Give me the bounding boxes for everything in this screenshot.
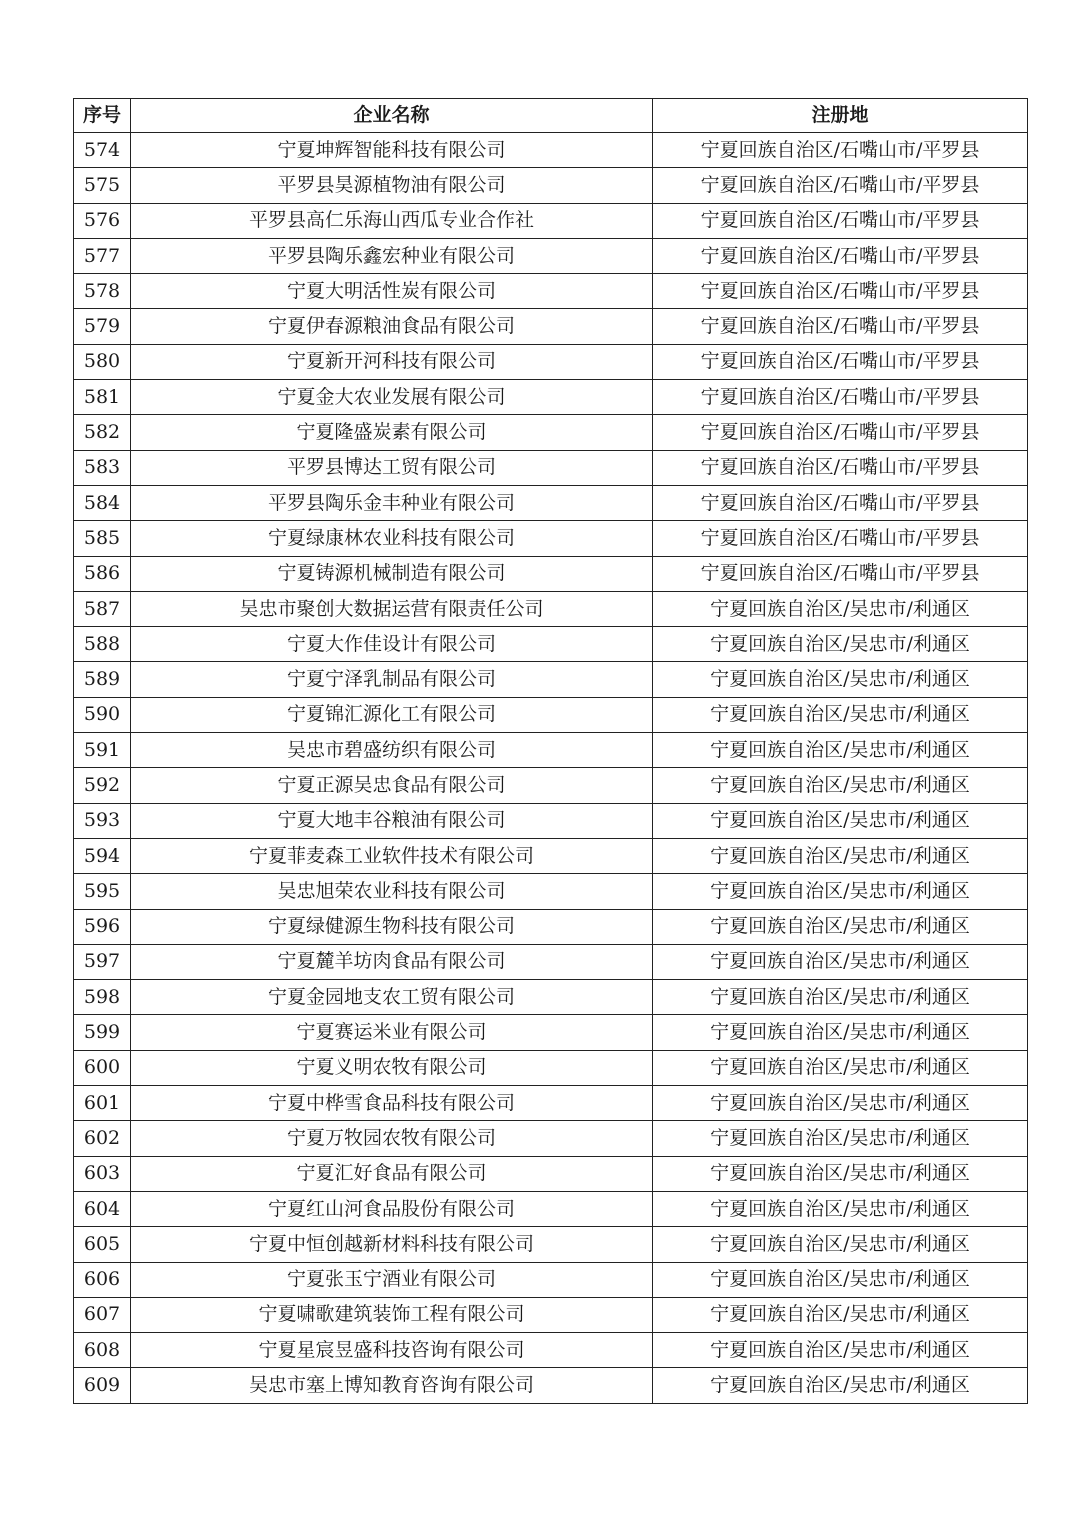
serial-number-cell: 585 <box>74 521 131 556</box>
company-name-cell: 吴忠旭荣农业科技有限公司 <box>131 874 653 909</box>
registration-place-cell: 宁夏回族自治区/石嘴山市/平罗县 <box>653 415 1028 450</box>
company-name-cell: 宁夏正源吴忠食品有限公司 <box>131 768 653 803</box>
registration-place-cell: 宁夏回族自治区/吴忠市/利通区 <box>653 1015 1028 1050</box>
company-name-cell: 宁夏隆盛炭素有限公司 <box>131 415 653 450</box>
company-name-cell: 宁夏宁泽乳制品有限公司 <box>131 662 653 697</box>
company-name-cell: 宁夏大作佳设计有限公司 <box>131 627 653 662</box>
registration-place-cell: 宁夏回族自治区/石嘴山市/平罗县 <box>653 556 1028 591</box>
registration-place-cell: 宁夏回族自治区/吴忠市/利通区 <box>653 1368 1028 1403</box>
header-company-name: 企业名称 <box>131 99 653 133</box>
header-row <box>74 99 1028 133</box>
table-row <box>74 1333 1028 1368</box>
serial-number-cell: 583 <box>74 450 131 485</box>
registration-place-cell: 宁夏回族自治区/石嘴山市/平罗县 <box>653 133 1028 168</box>
company-name-cell: 平罗县博达工贸有限公司 <box>131 450 653 485</box>
serial-number-cell: 605 <box>74 1227 131 1262</box>
company-name-cell: 宁夏绿健源生物科技有限公司 <box>131 909 653 944</box>
serial-number-cell: 581 <box>74 380 131 415</box>
serial-number-cell: 593 <box>74 803 131 838</box>
company-name-cell: 宁夏中恒创越新材料科技有限公司 <box>131 1227 653 1262</box>
serial-number-cell: 602 <box>74 1121 131 1156</box>
header-serial-number: 序号 <box>74 99 131 133</box>
company-name-cell: 宁夏锦汇源化工有限公司 <box>131 697 653 732</box>
registration-place-cell: 宁夏回族自治区/石嘴山市/平罗县 <box>653 168 1028 203</box>
company-name-cell: 宁夏坤辉智能科技有限公司 <box>131 133 653 168</box>
serial-number-cell: 597 <box>74 944 131 979</box>
company-name-cell: 宁夏红山河食品股份有限公司 <box>131 1191 653 1226</box>
registration-place-cell: 宁夏回族自治区/吴忠市/利通区 <box>653 1156 1028 1191</box>
serial-number-cell: 608 <box>74 1333 131 1368</box>
registration-place-cell: 宁夏回族自治区/石嘴山市/平罗县 <box>653 274 1028 309</box>
table-row <box>74 415 1028 450</box>
company-name-cell: 宁夏汇好食品有限公司 <box>131 1156 653 1191</box>
serial-number-cell: 604 <box>74 1191 131 1226</box>
serial-number-cell: 579 <box>74 309 131 344</box>
table-row <box>74 168 1028 203</box>
registration-place-cell: 宁夏回族自治区/吴忠市/利通区 <box>653 1050 1028 1085</box>
registration-place-cell: 宁夏回族自治区/吴忠市/利通区 <box>653 803 1028 838</box>
serial-number-cell: 582 <box>74 415 131 450</box>
serial-number-cell: 599 <box>74 1015 131 1050</box>
table-row <box>74 1156 1028 1191</box>
serial-number-cell: 591 <box>74 733 131 768</box>
table-row <box>74 1121 1028 1156</box>
registration-place-cell: 宁夏回族自治区/吴忠市/利通区 <box>653 733 1028 768</box>
table-row <box>74 1368 1028 1403</box>
company-name-cell: 宁夏金园地支农工贸有限公司 <box>131 980 653 1015</box>
company-name-cell: 平罗县昊源植物油有限公司 <box>131 168 653 203</box>
registration-place-cell: 宁夏回族自治区/吴忠市/利通区 <box>653 1191 1028 1226</box>
table-row <box>74 485 1028 520</box>
registration-place-cell: 宁夏回族自治区/吴忠市/利通区 <box>653 1086 1028 1121</box>
table-row <box>74 556 1028 591</box>
table-row <box>74 627 1028 662</box>
table-row <box>74 697 1028 732</box>
serial-number-cell: 588 <box>74 627 131 662</box>
table-row <box>74 1297 1028 1332</box>
company-name-cell: 宁夏义明农牧有限公司 <box>131 1050 653 1085</box>
registration-place-cell: 宁夏回族自治区/石嘴山市/平罗县 <box>653 485 1028 520</box>
serial-number-cell: 578 <box>74 274 131 309</box>
registration-place-cell: 宁夏回族自治区/石嘴山市/平罗县 <box>653 521 1028 556</box>
serial-number-cell: 596 <box>74 909 131 944</box>
table-row <box>74 1227 1028 1262</box>
serial-number-cell: 589 <box>74 662 131 697</box>
table-row <box>74 980 1028 1015</box>
table-row <box>74 944 1028 979</box>
registration-place-cell: 宁夏回族自治区/吴忠市/利通区 <box>653 591 1028 626</box>
company-name-cell: 宁夏星宸昱盛科技咨询有限公司 <box>131 1333 653 1368</box>
enterprise-table <box>73 98 1028 1404</box>
registration-place-cell: 宁夏回族自治区/吴忠市/利通区 <box>653 909 1028 944</box>
serial-number-cell: 576 <box>74 203 131 238</box>
table-row <box>74 1050 1028 1085</box>
table-row <box>74 274 1028 309</box>
serial-number-cell: 590 <box>74 697 131 732</box>
serial-number-cell: 575 <box>74 168 131 203</box>
company-name-cell: 宁夏赛运米业有限公司 <box>131 1015 653 1050</box>
table-row <box>74 733 1028 768</box>
registration-place-cell: 宁夏回族自治区/吴忠市/利通区 <box>653 944 1028 979</box>
registration-place-cell: 宁夏回族自治区/吴忠市/利通区 <box>653 874 1028 909</box>
table-row <box>74 450 1028 485</box>
table-row <box>74 238 1028 273</box>
table-row <box>74 909 1028 944</box>
registration-place-cell: 宁夏回族自治区/吴忠市/利通区 <box>653 838 1028 873</box>
company-name-cell: 宁夏金大农业发展有限公司 <box>131 380 653 415</box>
table-header <box>74 99 1028 133</box>
company-name-cell: 平罗县陶乐鑫宏种业有限公司 <box>131 238 653 273</box>
table-row <box>74 344 1028 379</box>
serial-number-cell: 601 <box>74 1086 131 1121</box>
serial-number-cell: 603 <box>74 1156 131 1191</box>
registration-place-cell: 宁夏回族自治区/石嘴山市/平罗县 <box>653 344 1028 379</box>
table-row <box>74 1262 1028 1297</box>
registration-place-cell: 宁夏回族自治区/吴忠市/利通区 <box>653 1297 1028 1332</box>
registration-place-cell: 宁夏回族自治区/吴忠市/利通区 <box>653 1262 1028 1297</box>
table-body <box>74 133 1028 1404</box>
serial-number-cell: 580 <box>74 344 131 379</box>
registration-place-cell: 宁夏回族自治区/石嘴山市/平罗县 <box>653 450 1028 485</box>
company-name-cell: 宁夏绿康林农业科技有限公司 <box>131 521 653 556</box>
registration-place-cell: 宁夏回族自治区/石嘴山市/平罗县 <box>653 309 1028 344</box>
registration-place-cell: 宁夏回族自治区/石嘴山市/平罗县 <box>653 203 1028 238</box>
company-name-cell: 宁夏伊春源粮油食品有限公司 <box>131 309 653 344</box>
company-name-cell: 宁夏菲麦森工业软件技术有限公司 <box>131 838 653 873</box>
company-name-cell: 宁夏新开河科技有限公司 <box>131 344 653 379</box>
registration-place-cell: 宁夏回族自治区/吴忠市/利通区 <box>653 1333 1028 1368</box>
company-name-cell: 宁夏大明活性炭有限公司 <box>131 274 653 309</box>
serial-number-cell: 594 <box>74 838 131 873</box>
table-row <box>74 838 1028 873</box>
serial-number-cell: 577 <box>74 238 131 273</box>
table-row <box>74 133 1028 168</box>
registration-place-cell: 宁夏回族自治区/吴忠市/利通区 <box>653 980 1028 1015</box>
table-row <box>74 874 1028 909</box>
serial-number-cell: 574 <box>74 133 131 168</box>
table-row <box>74 662 1028 697</box>
company-name-cell: 宁夏大地丰谷粮油有限公司 <box>131 803 653 838</box>
company-name-cell: 宁夏麓羊坊肉食品有限公司 <box>131 944 653 979</box>
company-name-cell: 吴忠市碧盛纺织有限公司 <box>131 733 653 768</box>
table-row <box>74 380 1028 415</box>
table-row <box>74 768 1028 803</box>
registration-place-cell: 宁夏回族自治区/石嘴山市/平罗县 <box>653 238 1028 273</box>
serial-number-cell: 606 <box>74 1262 131 1297</box>
registration-place-cell: 宁夏回族自治区/吴忠市/利通区 <box>653 627 1028 662</box>
registration-place-cell: 宁夏回族自治区/石嘴山市/平罗县 <box>653 380 1028 415</box>
registration-place-cell: 宁夏回族自治区/吴忠市/利通区 <box>653 1121 1028 1156</box>
company-name-cell: 平罗县高仁乐海山西瓜专业合作社 <box>131 203 653 238</box>
registration-place-cell: 宁夏回族自治区/吴忠市/利通区 <box>653 662 1028 697</box>
company-name-cell: 宁夏铸源机械制造有限公司 <box>131 556 653 591</box>
table-row <box>74 803 1028 838</box>
serial-number-cell: 595 <box>74 874 131 909</box>
serial-number-cell: 592 <box>74 768 131 803</box>
table-row <box>74 203 1028 238</box>
serial-number-cell: 584 <box>74 485 131 520</box>
serial-number-cell: 609 <box>74 1368 131 1403</box>
header-registration-place: 注册地 <box>653 99 1028 133</box>
company-name-cell: 宁夏万牧园农牧有限公司 <box>131 1121 653 1156</box>
serial-number-cell: 587 <box>74 591 131 626</box>
table-row <box>74 1015 1028 1050</box>
table-row <box>74 309 1028 344</box>
company-name-cell: 吴忠市聚创大数据运营有限责任公司 <box>131 591 653 626</box>
serial-number-cell: 586 <box>74 556 131 591</box>
registration-place-cell: 宁夏回族自治区/吴忠市/利通区 <box>653 1227 1028 1262</box>
serial-number-cell: 598 <box>74 980 131 1015</box>
table-row <box>74 521 1028 556</box>
company-name-cell: 宁夏张玉宁酒业有限公司 <box>131 1262 653 1297</box>
company-name-cell: 平罗县陶乐金丰种业有限公司 <box>131 485 653 520</box>
table-row <box>74 591 1028 626</box>
company-name-cell: 吴忠市塞上博知教育咨询有限公司 <box>131 1368 653 1403</box>
registration-place-cell: 宁夏回族自治区/吴忠市/利通区 <box>653 768 1028 803</box>
registration-place-cell: 宁夏回族自治区/吴忠市/利通区 <box>653 697 1028 732</box>
table-row <box>74 1191 1028 1226</box>
serial-number-cell: 607 <box>74 1297 131 1332</box>
company-name-cell: 宁夏中桦雪食品科技有限公司 <box>131 1086 653 1121</box>
serial-number-cell: 600 <box>74 1050 131 1085</box>
table-row <box>74 1086 1028 1121</box>
company-name-cell: 宁夏啸歌建筑装饰工程有限公司 <box>131 1297 653 1332</box>
